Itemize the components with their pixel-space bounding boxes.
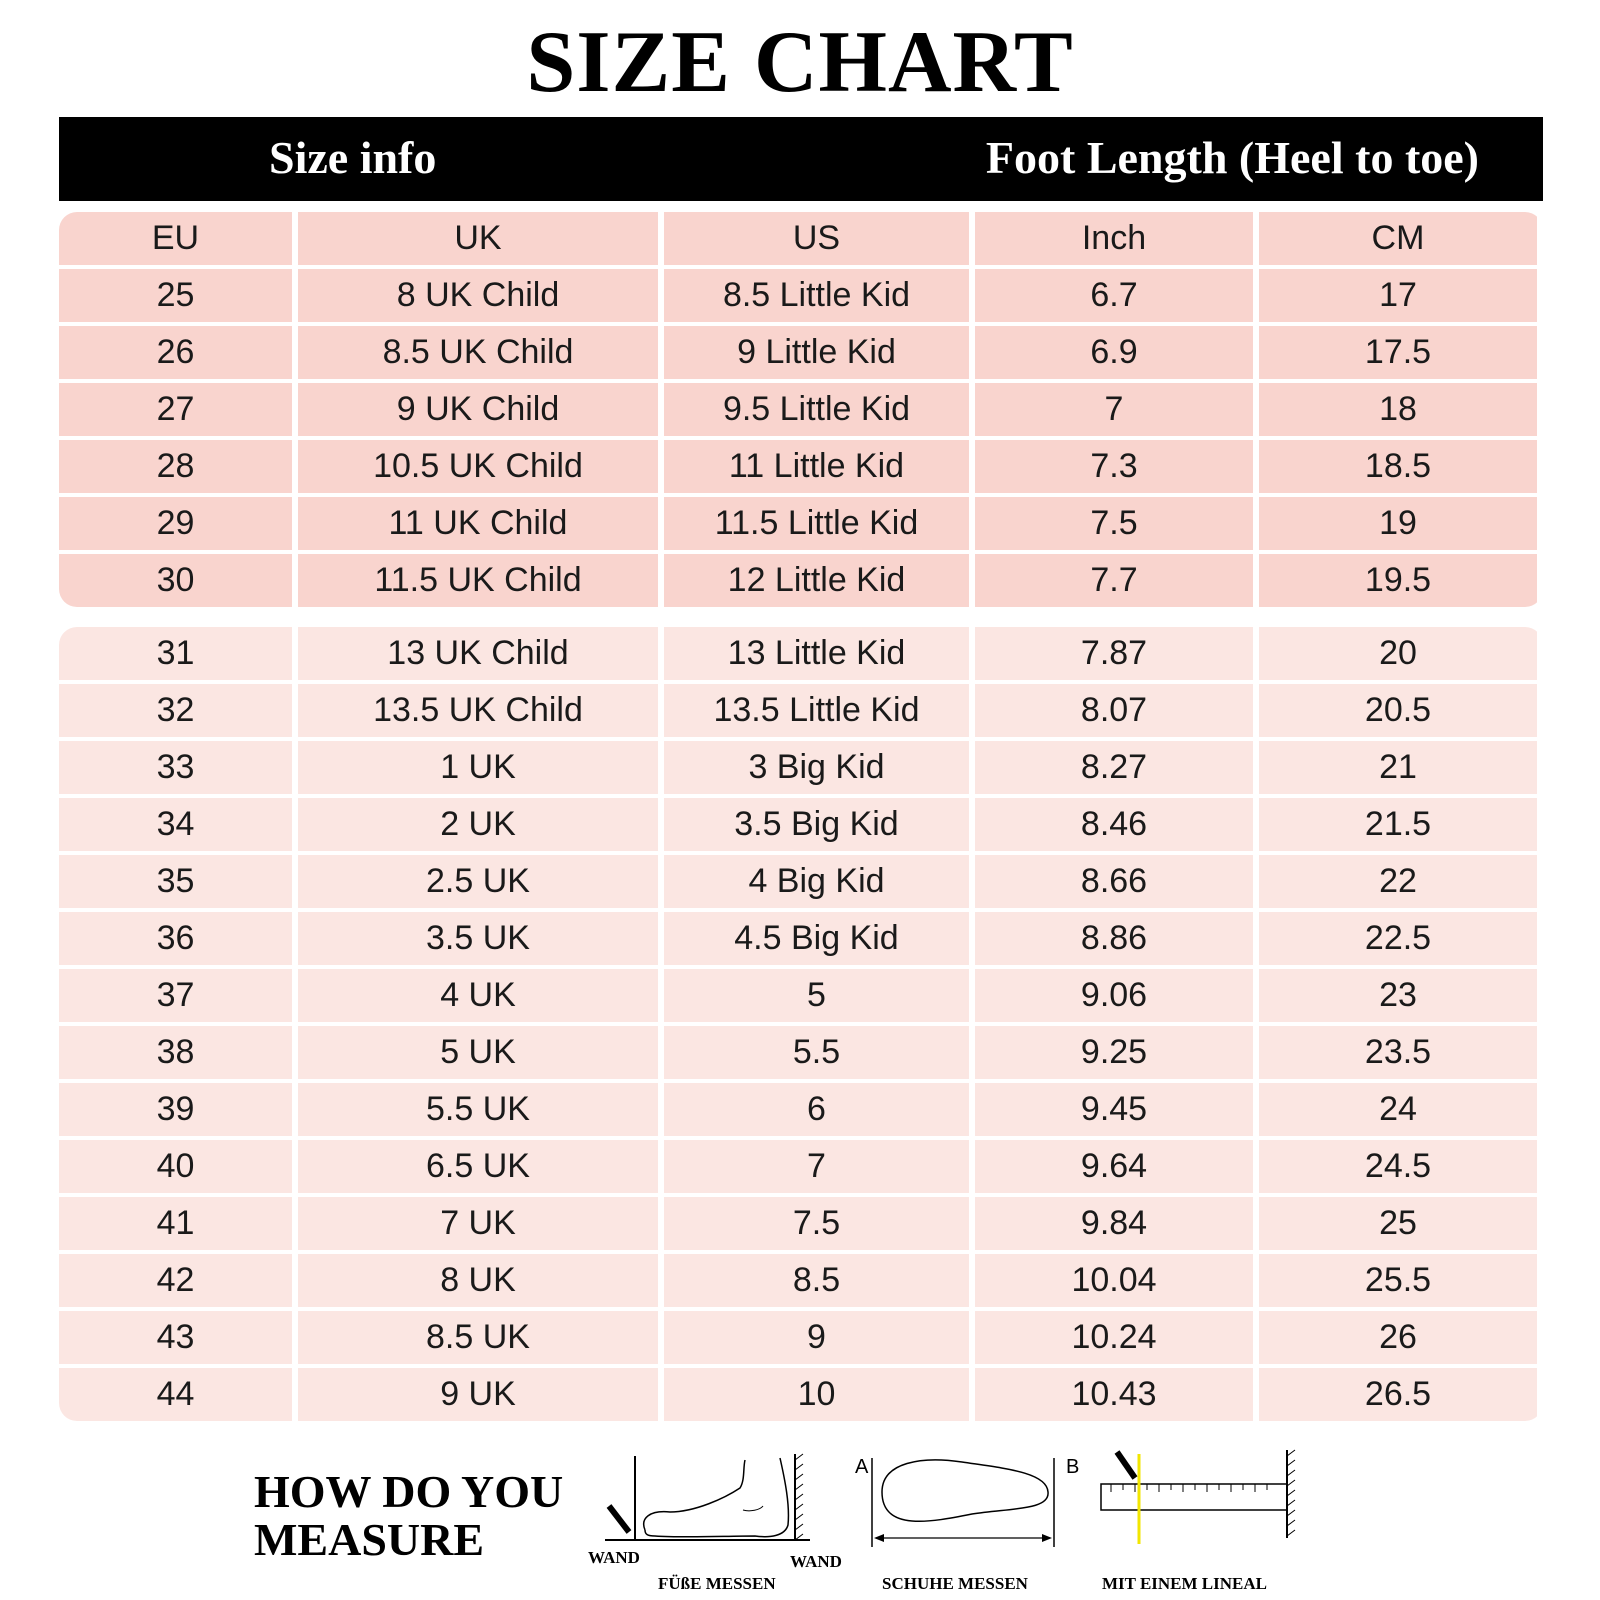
table-row (59, 440, 1543, 493)
cell-uk: 5.5 UK (298, 1083, 658, 1136)
cell-eu: 35 (59, 855, 292, 908)
cell-inch: 8.07 (975, 684, 1253, 737)
cell-eu: 39 (59, 1083, 292, 1136)
cell-uk: 13 UK Child (298, 627, 658, 680)
cell-eu: 29 (59, 497, 292, 550)
column-header-inch: Inch (975, 212, 1253, 265)
cell-uk: 7 UK (298, 1197, 658, 1250)
cell-cm: 23 (1259, 969, 1537, 1022)
cell-uk: 10.5 UK Child (298, 440, 658, 493)
cell-inch: 9.06 (975, 969, 1253, 1022)
cell-cm: 26.5 (1259, 1368, 1537, 1421)
table-row (59, 798, 1543, 851)
cell-us: 8.5 Little Kid (664, 269, 969, 322)
cell-cm: 22 (1259, 855, 1537, 908)
size-table-group-1 (59, 212, 1543, 607)
cell-inch: 9.84 (975, 1197, 1253, 1250)
cell-cm: 23.5 (1259, 1026, 1537, 1079)
cell-inch: 6.7 (975, 269, 1253, 322)
size-table-group-2 (59, 627, 1543, 1421)
cell-us: 13 Little Kid (664, 627, 969, 680)
label-a: A (855, 1456, 869, 1478)
cell-us: 7.5 (664, 1197, 969, 1250)
cell-eu: 40 (59, 1140, 292, 1193)
cell-us: 7 (664, 1140, 969, 1193)
cell-us: 3 Big Kid (664, 741, 969, 794)
cell-uk: 11.5 UK Child (298, 554, 658, 607)
how-to-measure-line-2: MEASURE (254, 1514, 485, 1565)
cell-eu: 41 (59, 1197, 292, 1250)
cell-inch: 7.7 (975, 554, 1253, 607)
cell-cm: 20 (1259, 627, 1537, 680)
cell-uk: 8 UK (298, 1254, 658, 1307)
cell-us: 6 (664, 1083, 969, 1136)
table-row (59, 1368, 1543, 1421)
cell-eu: 30 (59, 554, 292, 607)
table-row (59, 497, 1543, 550)
cell-cm: 22.5 (1259, 912, 1537, 965)
how-to-measure-heading (254, 1468, 563, 1564)
cell-eu: 27 (59, 383, 292, 436)
cell-uk: 5 UK (298, 1026, 658, 1079)
cell-uk: 4 UK (298, 969, 658, 1022)
cell-inch: 8.86 (975, 912, 1253, 965)
cell-eu: 28 (59, 440, 292, 493)
cell-uk: 8.5 UK (298, 1311, 658, 1364)
table-row (59, 969, 1543, 1022)
cell-us: 8.5 (664, 1254, 969, 1307)
table-row (59, 855, 1543, 908)
column-header-uk: UK (298, 212, 658, 265)
cell-us: 3.5 Big Kid (664, 798, 969, 851)
table-row (59, 1311, 1543, 1364)
cell-uk: 13.5 UK Child (298, 684, 658, 737)
cell-eu: 42 (59, 1254, 292, 1307)
cell-cm: 24 (1259, 1083, 1537, 1136)
cell-uk: 11 UK Child (298, 497, 658, 550)
caption-feet-measure: FÜßE MESSEN (658, 1574, 776, 1593)
table-row (59, 1026, 1543, 1079)
cell-inch: 8.66 (975, 855, 1253, 908)
caption-shoe-measure: SCHUHE MESSEN (882, 1574, 1028, 1593)
cell-uk: 3.5 UK (298, 912, 658, 965)
how-to-measure-line-1: HOW DO YOU (254, 1466, 564, 1517)
label-b: B (1066, 1456, 1080, 1478)
cell-us: 9 (664, 1311, 969, 1364)
table-row (59, 1083, 1543, 1136)
table-row (59, 627, 1543, 680)
wand-label-left: WAND (588, 1548, 640, 1567)
cell-eu: 34 (59, 798, 292, 851)
table-row (59, 1140, 1543, 1193)
cell-eu: 44 (59, 1368, 292, 1421)
cell-eu: 26 (59, 326, 292, 379)
foot-length-heading: Foot Length (Heel to toe) (985, 132, 1479, 183)
shoe-measure-diagram (862, 1452, 1062, 1552)
cell-cm: 17.5 (1259, 326, 1537, 379)
cell-uk: 9 UK Child (298, 383, 658, 436)
cell-cm: 19.5 (1259, 554, 1537, 607)
cell-uk: 2.5 UK (298, 855, 658, 908)
cell-eu: 32 (59, 684, 292, 737)
cell-us: 9.5 Little Kid (664, 383, 969, 436)
table-row (59, 684, 1543, 737)
cell-us: 11 Little Kid (664, 440, 969, 493)
cell-us: 5 (664, 969, 969, 1022)
column-header-cm: CM (1259, 212, 1537, 265)
cell-cm: 20.5 (1259, 684, 1537, 737)
cell-eu: 38 (59, 1026, 292, 1079)
cell-eu: 25 (59, 269, 292, 322)
cell-uk: 8 UK Child (298, 269, 658, 322)
cell-inch: 9.25 (975, 1026, 1253, 1079)
ruler-measure-diagram (1095, 1448, 1305, 1548)
cell-uk: 8.5 UK Child (298, 326, 658, 379)
table-row (59, 1254, 1543, 1307)
table-row (59, 269, 1543, 322)
cell-us: 9 Little Kid (664, 326, 969, 379)
column-header-row (59, 212, 1543, 265)
foot-measure-diagram (585, 1450, 825, 1550)
cell-cm: 21.5 (1259, 798, 1537, 851)
cell-uk: 9 UK (298, 1368, 658, 1421)
table-row (59, 741, 1543, 794)
caption-ruler-measure: MIT EINEM LINEAL (1102, 1574, 1267, 1593)
cell-inch: 8.27 (975, 741, 1253, 794)
cell-eu: 31 (59, 627, 292, 680)
cell-us: 4 Big Kid (664, 855, 969, 908)
cell-cm: 24.5 (1259, 1140, 1537, 1193)
wand-label-right: WAND (790, 1552, 842, 1571)
cell-inch: 9.45 (975, 1083, 1253, 1136)
cell-inch: 8.46 (975, 798, 1253, 851)
cell-cm: 19 (1259, 497, 1537, 550)
cell-uk: 1 UK (298, 741, 658, 794)
cell-cm: 25.5 (1259, 1254, 1537, 1307)
cell-cm: 21 (1259, 741, 1537, 794)
cell-cm: 26 (1259, 1311, 1537, 1364)
table-row (59, 1197, 1543, 1250)
cell-us: 5.5 (664, 1026, 969, 1079)
cell-eu: 43 (59, 1311, 292, 1364)
cell-inch: 7.5 (975, 497, 1253, 550)
column-header-us: US (664, 212, 969, 265)
table-row (59, 912, 1543, 965)
cell-inch: 10.43 (975, 1368, 1253, 1421)
cell-inch: 6.9 (975, 326, 1253, 379)
table-row (59, 383, 1543, 436)
cell-cm: 18 (1259, 383, 1537, 436)
table-row (59, 554, 1543, 607)
page-title: SIZE CHART (526, 14, 1074, 111)
cell-eu: 37 (59, 969, 292, 1022)
cell-inch: 7 (975, 383, 1253, 436)
cell-us: 11.5 Little Kid (664, 497, 969, 550)
table-row (59, 326, 1543, 379)
cell-inch: 9.64 (975, 1140, 1253, 1193)
cell-eu: 36 (59, 912, 292, 965)
cell-uk: 6.5 UK (298, 1140, 658, 1193)
cell-inch: 7.87 (975, 627, 1253, 680)
cell-us: 4.5 Big Kid (664, 912, 969, 965)
cell-us: 12 Little Kid (664, 554, 969, 607)
table-header-bar (59, 117, 1543, 201)
cell-cm: 17 (1259, 269, 1537, 322)
cell-eu: 33 (59, 741, 292, 794)
cell-us: 10 (664, 1368, 969, 1421)
cell-cm: 25 (1259, 1197, 1537, 1250)
cell-inch: 7.3 (975, 440, 1253, 493)
size-info-heading: Size info (269, 132, 437, 183)
cell-us: 13.5 Little Kid (664, 684, 969, 737)
column-header-eu: EU (59, 212, 292, 265)
cell-uk: 2 UK (298, 798, 658, 851)
cell-inch: 10.24 (975, 1311, 1253, 1364)
cell-cm: 18.5 (1259, 440, 1537, 493)
cell-inch: 10.04 (975, 1254, 1253, 1307)
